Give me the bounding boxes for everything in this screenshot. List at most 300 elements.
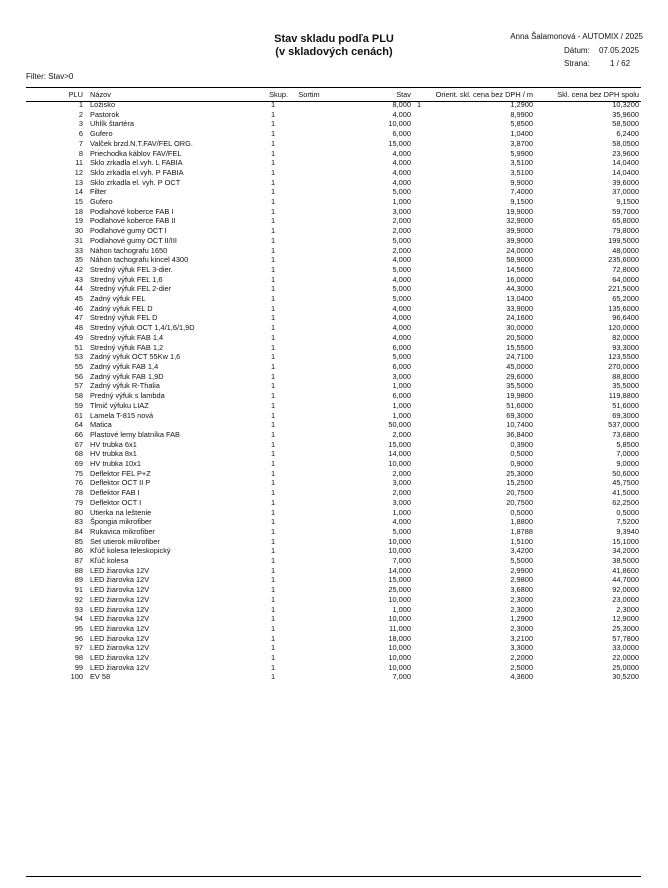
cell-sortim xyxy=(288,158,330,168)
table-row xyxy=(26,595,641,605)
cell-spolu: 88,8000 xyxy=(612,371,639,381)
cell-orient-cena: 5,5000 xyxy=(510,556,533,566)
cell-nazov: Zadný výfuk FAB 1,9D xyxy=(90,371,164,381)
cell-stav: 4,000 xyxy=(392,274,411,284)
cell-stav: 4,000 xyxy=(392,303,411,313)
cell-nazov: Sklo zrkadla el.vyh. P FABIA xyxy=(90,167,184,177)
cell-flag xyxy=(411,313,427,323)
table-row xyxy=(26,275,641,285)
cell-sortim xyxy=(288,420,330,430)
page-value: 1 / 62 xyxy=(610,59,631,68)
cell-stav: 4,000 xyxy=(392,517,411,527)
col-header-plu: PLU xyxy=(68,90,83,99)
cell-sortim xyxy=(288,411,330,421)
cell-nazov: Zadný výfuk OCT 55Kw 1,6 xyxy=(90,352,181,362)
cell-orient-cena: 45,0000 xyxy=(506,361,533,371)
cell-skup: 1 xyxy=(270,449,276,459)
cell-stav: 4,000 xyxy=(392,167,411,177)
cell-spolu: 2,3000 xyxy=(616,604,639,614)
cell-stav: 1,000 xyxy=(392,507,411,517)
cell-stav: 3,000 xyxy=(392,371,411,381)
cell-orient-cena: 15,5500 xyxy=(506,342,533,352)
cell-orient-cena: 3,6800 xyxy=(510,585,533,595)
table-row xyxy=(26,556,641,566)
cell-sortim xyxy=(288,449,330,459)
cell-stav: 5,000 xyxy=(392,526,411,536)
cell-nazov: LED žiarovka 12V xyxy=(90,585,150,595)
table-row xyxy=(26,216,641,226)
cell-flag xyxy=(411,508,427,518)
cell-sortim xyxy=(288,207,330,217)
table-row xyxy=(26,304,641,314)
cell-nazov: Filter xyxy=(90,187,107,197)
table-row xyxy=(26,381,641,391)
cell-orient-cena: 20,7500 xyxy=(506,488,533,498)
cell-spolu: 38,5000 xyxy=(612,556,639,566)
cell-sortim xyxy=(288,236,330,246)
cell-orient-cena: 1,2900 xyxy=(510,100,533,109)
cell-nazov: LED žiarovka 12V xyxy=(90,633,150,643)
cell-flag xyxy=(411,372,427,382)
table-row xyxy=(26,459,641,469)
cell-plu: 79 xyxy=(74,497,83,507)
cell-plu: 66 xyxy=(74,429,83,439)
cell-stav: 5,000 xyxy=(392,284,411,294)
cell-spolu: 9,3940 xyxy=(616,526,639,536)
cell-stav: 1,000 xyxy=(392,400,411,410)
cell-sortim xyxy=(288,187,330,197)
cell-nazov: Stredný výfuk FAB 1,4 xyxy=(90,332,164,342)
report-title-line2: (v skladových cenách) xyxy=(275,46,393,58)
stock-table xyxy=(26,89,641,682)
table-bottom-rule xyxy=(26,876,641,877)
cell-orient-cena: 16,0000 xyxy=(506,274,533,284)
cell-sortim xyxy=(288,343,330,353)
cell-sortim xyxy=(288,566,330,576)
col-header-nazov: Názov xyxy=(90,90,111,99)
cell-skup: 1 xyxy=(270,352,276,362)
cell-skup: 1 xyxy=(270,206,276,216)
table-header-row xyxy=(26,89,641,100)
cell-sortim xyxy=(288,168,330,178)
cell-spolu: 93,3000 xyxy=(612,342,639,352)
cell-skup: 1 xyxy=(270,245,276,255)
cell-orient-cena: 2,3000 xyxy=(510,623,533,633)
cell-flag xyxy=(411,459,427,469)
cell-skup: 1 xyxy=(270,371,276,381)
cell-flag xyxy=(411,527,427,537)
cell-plu: 47 xyxy=(74,313,83,323)
cell-orient-cena: 20,5000 xyxy=(506,332,533,342)
table-row xyxy=(26,187,641,197)
cell-flag xyxy=(411,575,427,585)
cell-stav: 5,000 xyxy=(392,235,411,245)
cell-skup: 1 xyxy=(270,119,276,129)
cell-skup: 1 xyxy=(270,556,276,566)
cell-flag xyxy=(411,672,427,682)
cell-sortim xyxy=(288,469,330,479)
cell-nazov: Zadný výfuk FEL xyxy=(90,294,146,304)
cell-spolu: 72,8000 xyxy=(612,264,639,274)
cell-orient-cena: 9,9000 xyxy=(510,177,533,187)
table-row xyxy=(26,653,641,663)
cell-flag xyxy=(411,352,427,362)
table-row xyxy=(26,168,641,178)
cell-skup: 1 xyxy=(270,391,276,401)
cell-nazov: Sklo zrkadla el. vyh. P OCT xyxy=(90,177,181,187)
cell-spolu: 59,7000 xyxy=(612,206,639,216)
cell-spolu: 23,9600 xyxy=(612,148,639,158)
cell-stav: 3,000 xyxy=(392,497,411,507)
cell-sortim xyxy=(288,401,330,411)
cell-skup: 1 xyxy=(270,478,276,488)
cell-flag xyxy=(411,546,427,556)
cell-sortim xyxy=(288,100,330,110)
cell-sortim xyxy=(288,294,330,304)
cell-stav: 4,000 xyxy=(392,177,411,187)
cell-flag xyxy=(411,624,427,634)
cell-stav: 2,000 xyxy=(392,216,411,226)
cell-sortim xyxy=(288,508,330,518)
cell-spolu: 270,0000 xyxy=(608,361,639,371)
cell-sortim xyxy=(288,304,330,314)
cell-nazov: Gufero xyxy=(90,197,113,207)
cell-flag xyxy=(411,178,427,188)
table-row xyxy=(26,236,641,246)
cell-skup: 1 xyxy=(270,604,276,614)
cell-plu: 49 xyxy=(74,332,83,342)
cell-nazov: Set utierok mikrofiber xyxy=(90,536,160,546)
cell-plu: 88 xyxy=(74,565,83,575)
cell-stav: 4,000 xyxy=(392,255,411,265)
cell-stav: 11,000 xyxy=(388,623,411,633)
table-row xyxy=(26,585,641,595)
cell-skup: 1 xyxy=(270,381,276,391)
cell-stav: 1,000 xyxy=(392,197,411,207)
report-author: Anna Šalamonová - AUTOMIX / 2025 xyxy=(510,32,643,41)
cell-orient-cena: 24,7100 xyxy=(506,352,533,362)
table-row xyxy=(26,643,641,653)
cell-orient-cena: 33,9000 xyxy=(506,303,533,313)
col-header-orient-cena: Orient. skl. cena bez DPH / m xyxy=(435,90,533,99)
cell-skup: 1 xyxy=(270,672,276,682)
cell-stav: 15,000 xyxy=(388,138,411,148)
cell-flag xyxy=(411,469,427,479)
cell-sortim xyxy=(288,352,330,362)
cell-flag xyxy=(411,149,427,159)
cell-spolu: 9,0000 xyxy=(616,459,639,469)
cell-nazov: LED žiarovka 12V xyxy=(90,565,150,575)
col-header-stav: Stav xyxy=(396,90,411,99)
cell-plu: 35 xyxy=(74,255,83,265)
cell-flag: 1 xyxy=(416,100,422,109)
cell-skup: 1 xyxy=(270,158,276,168)
cell-skup: 1 xyxy=(270,294,276,304)
cell-plu: 92 xyxy=(74,594,83,604)
cell-plu: 96 xyxy=(74,633,83,643)
cell-sortim xyxy=(288,440,330,450)
cell-plu: 67 xyxy=(74,439,83,449)
cell-skup: 1 xyxy=(270,264,276,274)
cell-stav: 10,000 xyxy=(388,546,411,556)
cell-sortim xyxy=(288,391,330,401)
cell-stav: 7,000 xyxy=(392,556,411,566)
cell-nazov: Plastové lemy blatníka FAB xyxy=(90,429,180,439)
table-row xyxy=(26,158,641,168)
cell-nazov: LED žiarovka 12V xyxy=(90,623,150,633)
cell-plu: 95 xyxy=(74,623,83,633)
cell-orient-cena: 14,5600 xyxy=(506,264,533,274)
cell-flag xyxy=(411,275,427,285)
cell-skup: 1 xyxy=(270,662,276,672)
cell-stav: 15,000 xyxy=(388,439,411,449)
report-title-line1: Stav skladu podľa PLU xyxy=(274,33,394,45)
cell-skup: 1 xyxy=(270,488,276,498)
cell-sortim xyxy=(288,265,330,275)
cell-nazov: Stredný výfuk FEL 3-dier. xyxy=(90,264,173,274)
cell-nazov: HV trubka 10x1 xyxy=(90,459,141,469)
cell-flag xyxy=(411,605,427,615)
table-row xyxy=(26,178,641,188)
cell-plu: 98 xyxy=(74,653,83,663)
cell-plu: 68 xyxy=(74,449,83,459)
cell-orient-cena: 5,8500 xyxy=(510,119,533,129)
cell-orient-cena: 0,3900 xyxy=(510,439,533,449)
cell-orient-cena: 0,9000 xyxy=(510,459,533,469)
cell-stav: 2,000 xyxy=(392,226,411,236)
table-row xyxy=(26,362,641,372)
cell-flag xyxy=(411,585,427,595)
cell-spolu: 9,1500 xyxy=(616,197,639,207)
table-row xyxy=(26,149,641,159)
cell-sortim xyxy=(288,119,330,129)
cell-flag xyxy=(411,129,427,139)
cell-plu: 83 xyxy=(74,517,83,527)
cell-spolu: 135,6000 xyxy=(608,303,639,313)
table-row xyxy=(26,478,641,488)
cell-skup: 1 xyxy=(270,129,276,139)
cell-spolu: 57,7800 xyxy=(612,633,639,643)
cell-spolu: 14,0400 xyxy=(612,167,639,177)
cell-plu: 87 xyxy=(74,556,83,566)
cell-nazov: Deflektor OCT I xyxy=(90,497,142,507)
cell-flag xyxy=(411,255,427,265)
cell-orient-cena: 1,8788 xyxy=(510,526,533,536)
cell-sortim xyxy=(288,362,330,372)
cell-orient-cena: 3,5100 xyxy=(510,158,533,168)
cell-skup: 1 xyxy=(270,653,276,663)
cell-plu: 91 xyxy=(74,585,83,595)
cell-skup: 1 xyxy=(270,313,276,323)
cell-spolu: 65,2000 xyxy=(612,294,639,304)
cell-skup: 1 xyxy=(270,303,276,313)
cell-spolu: 92,0000 xyxy=(612,585,639,595)
cell-sortim xyxy=(288,498,330,508)
cell-orient-cena: 1,5100 xyxy=(510,536,533,546)
table-row xyxy=(26,430,641,440)
cell-sortim xyxy=(288,605,330,615)
table-row xyxy=(26,537,641,547)
cell-skup: 1 xyxy=(270,332,276,342)
cell-nazov: LED žiarovka 12V xyxy=(90,662,150,672)
filter-text: Filter: Stav>0 xyxy=(26,72,74,81)
cell-plu: 42 xyxy=(74,264,83,274)
cell-orient-cena: 5,9900 xyxy=(510,148,533,158)
header-top-rule xyxy=(26,87,641,88)
cell-sortim xyxy=(288,663,330,673)
cell-orient-cena: 24,1600 xyxy=(506,313,533,323)
cell-orient-cena: 29,6000 xyxy=(506,371,533,381)
cell-spolu: 0,5000 xyxy=(616,507,639,517)
cell-skup: 1 xyxy=(270,623,276,633)
cell-stav: 10,000 xyxy=(388,653,411,663)
cell-spolu: 23,0000 xyxy=(612,594,639,604)
cell-nazov: Kľúč kolesa teleskopický xyxy=(90,546,171,556)
table-body xyxy=(26,100,641,682)
cell-sortim xyxy=(288,110,330,120)
cell-plu: 30 xyxy=(74,226,83,236)
cell-plu: 3 xyxy=(78,119,83,129)
cell-sortim xyxy=(288,381,330,391)
cell-sortim xyxy=(288,527,330,537)
cell-skup: 1 xyxy=(270,255,276,265)
cell-plu: 89 xyxy=(74,575,83,585)
cell-skup: 1 xyxy=(270,361,276,371)
table-row xyxy=(26,440,641,450)
cell-stav: 3,000 xyxy=(392,206,411,216)
table-row xyxy=(26,449,641,459)
cell-stav: 1,000 xyxy=(392,381,411,391)
cell-plu: 14 xyxy=(74,187,83,197)
cell-plu: 93 xyxy=(74,604,83,614)
cell-stav: 4,000 xyxy=(392,148,411,158)
cell-skup: 1 xyxy=(270,138,276,148)
cell-skup: 1 xyxy=(270,536,276,546)
cell-skup: 1 xyxy=(270,148,276,158)
cell-sortim xyxy=(288,595,330,605)
cell-spolu: 33,0000 xyxy=(612,643,639,653)
cell-nazov: Lamela T-815 nová xyxy=(90,410,154,420)
cell-spolu: 12,9000 xyxy=(612,614,639,624)
cell-spolu: 48,0000 xyxy=(612,245,639,255)
cell-orient-cena: 3,4200 xyxy=(510,546,533,556)
cell-stav: 14,000 xyxy=(388,565,411,575)
cell-orient-cena: 8,9900 xyxy=(510,109,533,119)
cell-plu: 57 xyxy=(74,381,83,391)
cell-sortim xyxy=(288,634,330,644)
cell-spolu: 35,5000 xyxy=(612,381,639,391)
cell-sortim xyxy=(288,313,330,323)
table-row xyxy=(26,265,641,275)
table-row xyxy=(26,100,641,110)
cell-nazov: Deflektor FEL P+Z xyxy=(90,468,151,478)
cell-skup: 1 xyxy=(270,546,276,556)
cell-plu: 99 xyxy=(74,662,83,672)
cell-flag xyxy=(411,478,427,488)
cell-flag xyxy=(411,440,427,450)
table-row xyxy=(26,527,641,537)
cell-stav: 4,000 xyxy=(392,158,411,168)
cell-orient-cena: 7,4000 xyxy=(510,187,533,197)
cell-plu: 78 xyxy=(74,488,83,498)
cell-orient-cena: 0,5000 xyxy=(510,449,533,459)
cell-nazov: Stredný výfuk FEL 2-dier xyxy=(90,284,172,294)
cell-skup: 1 xyxy=(270,177,276,187)
table-row xyxy=(26,255,641,265)
cell-skup: 1 xyxy=(270,633,276,643)
cell-orient-cena: 1,8800 xyxy=(510,517,533,527)
cell-sortim xyxy=(288,614,330,624)
cell-spolu: 35,9600 xyxy=(612,109,639,119)
cell-stav: 2,000 xyxy=(392,429,411,439)
cell-spolu: 7,0000 xyxy=(616,449,639,459)
table-row xyxy=(26,207,641,217)
cell-skup: 1 xyxy=(270,517,276,527)
cell-skup: 1 xyxy=(270,216,276,226)
cell-spolu: 221,5000 xyxy=(608,284,639,294)
cell-spolu: 41,5000 xyxy=(612,488,639,498)
cell-stav: 10,000 xyxy=(388,459,411,469)
cell-sortim xyxy=(288,197,330,207)
cell-sortim xyxy=(288,139,330,149)
cell-skup: 1 xyxy=(270,284,276,294)
cell-spolu: 65,8000 xyxy=(612,216,639,226)
cell-skup: 1 xyxy=(270,585,276,595)
cell-stav: 1,000 xyxy=(392,410,411,420)
cell-orient-cena: 9,1500 xyxy=(510,197,533,207)
cell-stav: 2,000 xyxy=(392,488,411,498)
cell-sortim xyxy=(288,517,330,527)
cell-nazov: Stredný výfuk OCT 1,4/1,6/1,9D xyxy=(90,323,195,333)
cell-nazov: Zadný výfuk FEL D xyxy=(90,303,153,313)
table-row xyxy=(26,488,641,498)
cell-sortim xyxy=(288,372,330,382)
cell-flag xyxy=(411,362,427,372)
cell-sortim xyxy=(288,624,330,634)
table-row xyxy=(26,508,641,518)
cell-nazov: HV trubka 6x1 xyxy=(90,439,137,449)
cell-spolu: 41,8600 xyxy=(612,565,639,575)
cell-orient-cena: 20,7500 xyxy=(506,497,533,507)
cell-nazov: EV 58 xyxy=(90,672,111,682)
cell-plu: 6 xyxy=(78,129,83,139)
cell-spolu: 199,5000 xyxy=(608,235,639,245)
cell-nazov: Podlahové koberce FAB I xyxy=(90,206,174,216)
cell-orient-cena: 25,3000 xyxy=(506,468,533,478)
cell-nazov: Tlmič výfuku LIAZ xyxy=(90,400,149,410)
cell-stav: 4,000 xyxy=(392,109,411,119)
cell-orient-cena: 39,9000 xyxy=(506,235,533,245)
date-label: Dátum: xyxy=(564,46,590,55)
cell-sortim xyxy=(288,653,330,663)
cell-spolu: 5,8500 xyxy=(616,439,639,449)
cell-plu: 55 xyxy=(74,361,83,371)
cell-orient-cena: 44,3000 xyxy=(506,284,533,294)
cell-flag xyxy=(411,420,427,430)
cell-skup: 1 xyxy=(270,400,276,410)
cell-flag xyxy=(411,216,427,226)
cell-spolu: 62,2500 xyxy=(612,497,639,507)
cell-stav: 4,000 xyxy=(392,313,411,323)
cell-plu: 100 xyxy=(70,672,83,682)
cell-orient-cena: 39,9000 xyxy=(506,226,533,236)
cell-flag xyxy=(411,401,427,411)
cell-plu: 7 xyxy=(78,138,83,148)
cell-plu: 44 xyxy=(74,284,83,294)
cell-stav: 14,000 xyxy=(388,449,411,459)
cell-plu: 19 xyxy=(74,216,83,226)
cell-orient-cena: 69,3000 xyxy=(506,410,533,420)
